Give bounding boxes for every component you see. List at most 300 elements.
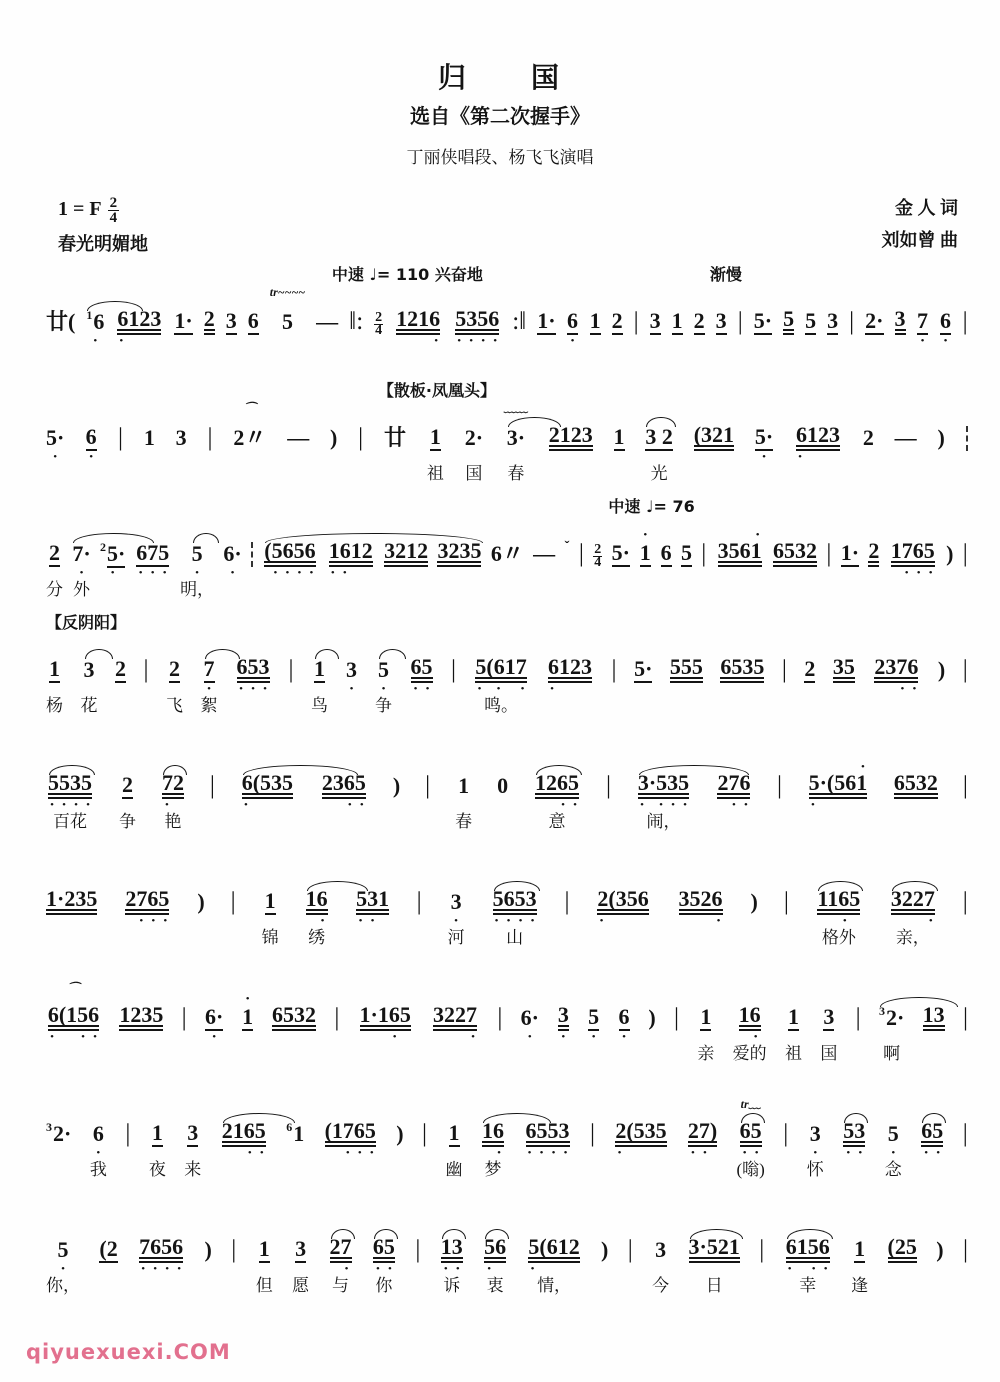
note-figure (865, 308, 883, 338)
octave-dot-slot (283, 802, 295, 810)
octave-dot-slot (220, 1150, 232, 1158)
octave-dots-below (527, 1263, 582, 1275)
barline (182, 981, 187, 1066)
note-group (85, 401, 97, 486)
octave-dots-below (240, 799, 295, 811)
note-text: 6(156 (48, 1004, 99, 1031)
octave-dot-slot (505, 686, 517, 694)
note-figure (437, 540, 481, 570)
note-figure (259, 1236, 270, 1266)
note-text: 6〃 (490, 541, 524, 566)
note-figure (565, 888, 570, 918)
octave-dot-slot (639, 918, 651, 926)
note-text: 2 (862, 425, 874, 450)
note-group (751, 865, 758, 950)
note-figure (628, 1236, 633, 1266)
barline (701, 517, 706, 602)
music-system (46, 1074, 968, 1183)
note-figure (963, 656, 968, 686)
note-figure (619, 1004, 630, 1034)
system-row (46, 633, 968, 718)
note-figure (535, 772, 579, 802)
note-group (384, 517, 428, 602)
note-text: 1 (613, 424, 625, 449)
octave-dot-slot (872, 686, 884, 694)
barline (251, 517, 253, 602)
octave-dots-below (49, 451, 61, 463)
barline-glyph: | (288, 656, 294, 683)
lyricist-credit: 金 人 词 (895, 198, 958, 218)
note-text: 276 (717, 772, 750, 799)
octave-dots-below (329, 1263, 353, 1275)
note-group (827, 285, 838, 370)
note-figure (187, 1120, 198, 1150)
note-text: 5 (805, 308, 817, 333)
note-text: 27 (330, 1236, 352, 1263)
note-figure (231, 1236, 236, 1266)
note-figure (415, 1236, 420, 1266)
lyric: 你， (46, 1276, 80, 1295)
barline (210, 749, 215, 834)
octave-dot-slot: • (74, 799, 78, 811)
note-group (885, 1097, 902, 1182)
note-figure (606, 772, 611, 802)
lyric: 夜 (148, 1160, 166, 1179)
note-group (197, 865, 204, 950)
note-text: 3 (83, 657, 95, 682)
octave-dots-below (92, 1147, 104, 1159)
octave-dot-slot (329, 1266, 341, 1274)
note-group (872, 633, 920, 718)
octave-dot-slot: • (454, 915, 458, 927)
note-text: ) (936, 1237, 944, 1262)
note-text: 5(612 (528, 1236, 579, 1263)
octave-dot-slot: • (93, 1031, 97, 1043)
note-figure (650, 308, 661, 338)
barline (963, 1213, 968, 1298)
octave-dot-slot (370, 1034, 377, 1042)
note-group (166, 633, 183, 718)
octave-dot-slot: • (928, 567, 933, 579)
note-text: 6123 (796, 424, 840, 451)
note-text: 2165 (222, 1120, 266, 1147)
note-figure (579, 540, 584, 570)
octave-dots-below (533, 799, 581, 811)
note-figure (755, 424, 773, 454)
note-text: 3 (225, 308, 237, 333)
note-figure (169, 656, 180, 686)
barline (422, 1097, 427, 1182)
lyric: 光 (650, 464, 668, 483)
note-group (287, 401, 309, 486)
note-group (311, 633, 328, 718)
note-group (305, 865, 329, 950)
note-figure (946, 540, 953, 570)
note-text: 2 (868, 540, 879, 567)
note-figure (863, 424, 874, 454)
lyric: 絮 (200, 696, 218, 715)
note-group (242, 981, 254, 1066)
note-figure (358, 424, 363, 454)
octave-dots-below (89, 335, 101, 347)
octave-dots-below (872, 683, 920, 695)
note-figure (125, 1120, 130, 1150)
barline-glyph: | (826, 540, 832, 567)
octave-dot-slot (123, 918, 135, 926)
octave-dot-slot (259, 802, 271, 810)
note-figure (804, 656, 815, 686)
octave-dot-slot (657, 1150, 669, 1158)
octave-dot-slot: • (138, 567, 143, 579)
note-figure (739, 1004, 761, 1034)
note-figure (526, 1120, 570, 1150)
note-text: 5 (783, 308, 794, 335)
lyric: 争 (118, 812, 136, 831)
note-text: 1 (143, 425, 155, 450)
note-text: 6156 (786, 1236, 830, 1263)
octave-dot-slot: • (561, 799, 565, 811)
octave-dot-slot: • (846, 1147, 851, 1159)
note-group (135, 517, 171, 602)
system-row (46, 749, 968, 834)
barline (963, 633, 968, 718)
note-group (650, 285, 661, 370)
note-figure (346, 656, 357, 686)
note-text: 3· (506, 425, 526, 450)
note-text: 1265 (535, 772, 579, 799)
note-figure (493, 888, 537, 918)
note-figure (497, 1004, 502, 1034)
note-figure (597, 888, 648, 918)
octave-dot-slot (455, 1034, 467, 1042)
octave-dots-below (524, 1031, 536, 1043)
barline (579, 517, 584, 602)
note-group (184, 1097, 201, 1182)
note-text: 13 (441, 1236, 463, 1263)
note-figure (449, 1120, 460, 1150)
octave-dot-slot (738, 1034, 750, 1042)
note-group (465, 401, 483, 486)
note-figure (330, 1236, 352, 1266)
note-text: ) (937, 425, 945, 450)
note-group (670, 633, 703, 718)
note-group (917, 285, 929, 370)
note-text: 3 (649, 308, 661, 333)
tempo-label: 渐慢 (709, 265, 742, 284)
octave-dot-slot: • (936, 1147, 941, 1159)
octave-dot-slot: • (119, 335, 124, 347)
octave-dot-slot: • (141, 1263, 146, 1275)
note-text: 6· (520, 1005, 540, 1030)
barline (358, 401, 363, 486)
note-figure (963, 540, 968, 570)
barline (606, 749, 611, 834)
note-group (205, 1213, 212, 1298)
note-text: 5· (754, 424, 774, 449)
octave-dot-slot: • (50, 1031, 54, 1043)
octave-dot-slot (65, 1034, 77, 1042)
octave-dots-below (474, 683, 529, 695)
octave-dot-slot: • (530, 915, 535, 927)
note-text: 16 (482, 1120, 504, 1147)
octave-dot-slot: • (434, 335, 439, 347)
barline (334, 981, 339, 1066)
lyric: 山 (506, 928, 524, 947)
note-figure (921, 1120, 943, 1150)
note-group (636, 749, 691, 834)
barline-glyph: | (358, 424, 364, 451)
lyric: 我 (89, 1160, 107, 1179)
octave-dots-below (76, 567, 88, 579)
system-row (46, 1097, 968, 1182)
note-text: 3 (450, 889, 462, 914)
note-group (895, 401, 917, 486)
note-text: 6532 (773, 540, 817, 567)
octave-dot-slot: • (247, 1147, 252, 1159)
note-text: 6 (940, 308, 952, 333)
octave-dot-slot (826, 802, 833, 810)
note-text: 6 (618, 1004, 630, 1029)
barline-glyph: | (125, 1120, 131, 1147)
note-text: 6 (247, 308, 259, 333)
octave-dot-slot (127, 338, 139, 346)
note-group (807, 1097, 824, 1182)
note-text: 3526 (679, 888, 723, 915)
octave-dot-slot: • (330, 567, 335, 579)
note-text: 5356 (455, 308, 499, 335)
note-text: 5 (57, 1237, 69, 1262)
note-figure (99, 1236, 117, 1266)
note-group (119, 981, 163, 1066)
note-text: (2 (99, 1236, 118, 1261)
octave-dots-below (394, 335, 442, 347)
note-group (841, 517, 859, 602)
octave-dot-slot: • (212, 1031, 217, 1043)
note-group (783, 285, 794, 370)
note-figure (593, 540, 602, 570)
octave-dots-below (557, 1031, 569, 1043)
note-text: 5· (753, 308, 773, 333)
barline (425, 749, 430, 834)
note-figure (694, 424, 734, 454)
note-group (661, 517, 672, 602)
note-text: 3 2 (645, 424, 673, 449)
note-text: 1 (293, 1121, 305, 1146)
octave-dots-below (355, 915, 391, 927)
note-group (440, 1213, 464, 1298)
note-group (833, 633, 855, 718)
octave-dot-slot (363, 570, 375, 578)
octave-dot-slot: • (375, 1263, 380, 1275)
note-group (86, 285, 104, 370)
note-text: 3 (715, 308, 727, 333)
barline (512, 285, 526, 370)
note-group (176, 401, 187, 486)
note-group (815, 865, 863, 950)
barline-glyph: | (783, 888, 789, 915)
note-figure (356, 888, 389, 918)
note-figure (777, 772, 782, 802)
note-group (235, 633, 271, 718)
octave-dot-slot (558, 1266, 570, 1274)
note-text: 6(535 (242, 772, 293, 799)
octave-dot-slot: • (230, 567, 235, 579)
note-text: 6532 (894, 772, 938, 799)
note-group (431, 981, 479, 1066)
note-group (567, 285, 579, 370)
note-text: 6553 (526, 1120, 570, 1147)
barline (963, 285, 968, 370)
note-text: 1 (314, 656, 326, 681)
note-group (455, 749, 472, 834)
lyric: 啊 (883, 1044, 901, 1063)
note-group (149, 1097, 166, 1182)
note-text: 27) (688, 1120, 717, 1147)
note-figure (475, 656, 526, 686)
note-group (820, 981, 837, 1066)
note-text: 6 (93, 309, 105, 334)
octave-dot-slot (558, 686, 570, 694)
note-group (99, 1213, 117, 1298)
octave-dot-slot: • (551, 1147, 556, 1159)
barline (856, 981, 861, 1066)
octave-dot-slot (608, 918, 615, 926)
note-group (46, 981, 101, 1066)
note-text: 2 (804, 656, 816, 681)
note-figure (720, 656, 764, 686)
octave-dots-below (323, 1147, 378, 1159)
octave-dot-slot: • (599, 915, 604, 927)
note-text: 3227 (433, 1004, 477, 1031)
note-figure (210, 772, 215, 802)
octave-dot-slot: • (110, 567, 115, 579)
note-text: 7· (72, 541, 91, 566)
note-group (565, 517, 570, 602)
octave-dot-slot: • (259, 1147, 264, 1159)
lyric: 日 (705, 1276, 723, 1295)
barline-glyph: | (776, 772, 782, 799)
note-group (119, 749, 136, 834)
note-figure (701, 540, 706, 570)
octave-dot-slot: • (754, 1147, 759, 1159)
note-figure (192, 540, 203, 570)
note-text: 2 (169, 656, 181, 681)
lyric: 杨 (46, 696, 63, 715)
octave-dot-slot: • (469, 335, 474, 347)
barline-glyph: | (962, 308, 968, 335)
octave-dots-below (815, 915, 863, 927)
octave-dots-below (687, 1147, 718, 1159)
note-figure (465, 424, 483, 454)
note-figure (679, 888, 723, 918)
octave-dots-below (46, 799, 94, 811)
note-group (46, 1097, 71, 1182)
note-figure (417, 888, 422, 918)
octave-dot-slot: • (165, 1263, 170, 1275)
octave-dot-slot: • (496, 683, 501, 695)
note-figure (118, 424, 123, 454)
octave-dot-slot (495, 1266, 507, 1274)
note-group (372, 1213, 396, 1298)
lyric: 分 (46, 580, 63, 599)
octave-dots-below (46, 1031, 101, 1043)
lyric: 外 (73, 580, 91, 599)
octave-dot-slot: • (798, 451, 802, 463)
note-text: 3·535 (638, 772, 689, 799)
lyric: 祖 (784, 1044, 802, 1063)
octave-dot-slot: • (858, 1147, 863, 1159)
note-text: — (287, 425, 310, 450)
performer-credit: 丁丽侠唱段、杨飞飞演唱 (406, 148, 594, 167)
note-figure (384, 424, 406, 454)
note-group (491, 517, 524, 602)
barline (349, 285, 363, 370)
note-group (46, 1213, 80, 1298)
note-figure (648, 1004, 655, 1034)
note-text: 16 (739, 1004, 761, 1031)
note-group (590, 285, 601, 370)
note-figure (874, 656, 918, 686)
lyric: 幽 (445, 1160, 463, 1179)
note-figure (223, 540, 241, 570)
octave-dot-slot: • (392, 1031, 397, 1043)
note-figure (306, 888, 328, 918)
note-group (46, 865, 97, 950)
note-figure (681, 540, 692, 570)
octave-dots-below (794, 451, 842, 463)
barline-glyph: | (231, 1236, 237, 1263)
note-figure (329, 540, 373, 570)
lyric: 爱的 (732, 1044, 767, 1063)
octave-dot-slot: • (89, 451, 94, 463)
note-group (410, 633, 434, 718)
note-group (865, 285, 883, 370)
note-group (936, 1213, 943, 1298)
note-group (537, 285, 555, 370)
note-figure (482, 1120, 504, 1150)
octave-dot-slot: • (344, 1263, 349, 1275)
note-figure (640, 540, 651, 570)
note-figure (688, 1120, 717, 1150)
note-figure (923, 1004, 945, 1034)
system-row (46, 285, 968, 370)
note-group (888, 1213, 917, 1298)
octave-dots-below (567, 335, 579, 347)
note-figure (894, 772, 938, 802)
note-text: — (533, 541, 556, 566)
octave-dot-slot: • (342, 567, 347, 579)
note-group (784, 1213, 832, 1298)
octave-dot-slot (401, 1034, 413, 1042)
note-figure (86, 424, 97, 454)
note-text: 56 (484, 1236, 506, 1263)
octave-dot-slot: • (716, 915, 721, 927)
note-group (204, 285, 215, 370)
note-text: ) (648, 1005, 656, 1030)
music-system (46, 958, 968, 1067)
octave-dot-slot (570, 686, 582, 694)
note-text: 2(535 (615, 1120, 666, 1147)
note-group (639, 517, 651, 602)
note-group (546, 633, 594, 718)
note-figure (433, 1004, 477, 1034)
barline (565, 865, 570, 950)
note-text: 3 (809, 1121, 821, 1146)
tempo-label: 中速 ♩= 110 兴奋地 (331, 265, 483, 284)
octave-dot-slot: • (659, 799, 663, 811)
note-figure (590, 308, 601, 338)
note-text: 1·165 (360, 1004, 411, 1031)
